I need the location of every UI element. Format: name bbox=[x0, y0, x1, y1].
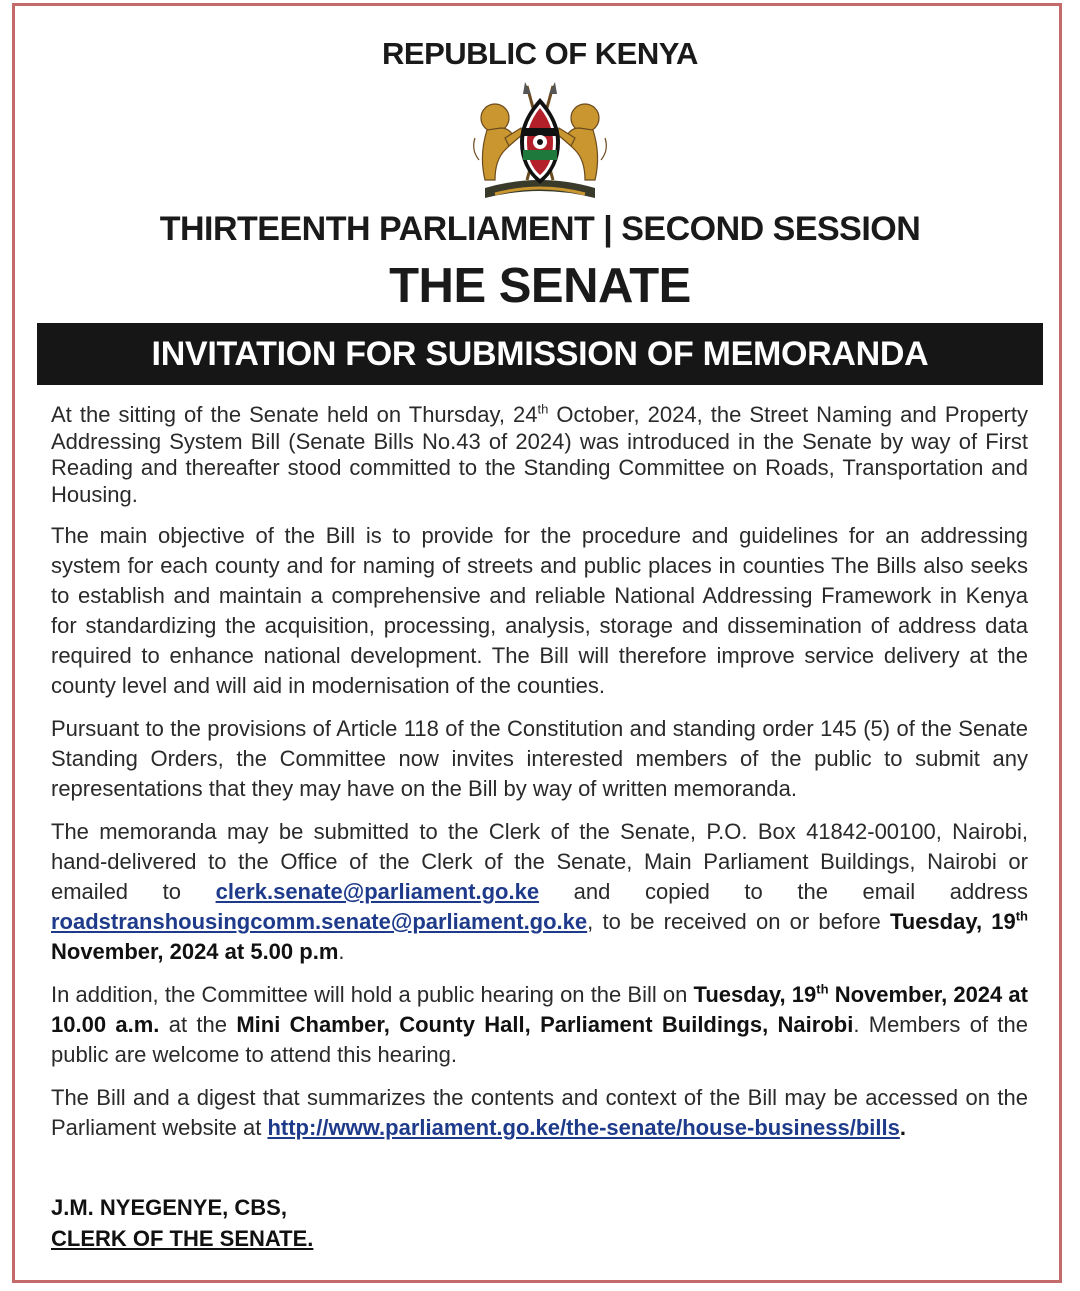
parliament-session-heading: THIRTEENTH PARLIAMENT | SECOND SESSION bbox=[159, 210, 921, 248]
paragraph-introduction: At the sitting of the Senate held on Thursday, 24th October, 2024, the Street Naming and Property Addressing System Bill (Senate Bills No.43 of 2024) was introduced in the Senate by way of First Reading and thereafter stood committed to the Standing Committee on Roads, Transportation and Housing. bbox=[51, 401, 1028, 507]
coat-of-arms-icon bbox=[465, 80, 615, 205]
signatory-name: J.M. NYEGENYE, CBS, bbox=[51, 1195, 287, 1220]
signature-block bbox=[51, 1192, 313, 1254]
committee-email-link[interactable]: roadstranshousingcomm.senate@parliament.go.ke bbox=[51, 909, 588, 934]
paragraph-objective: The main objective of the Bill is to provide for the procedure and guidelines for an addressing system for each county and for naming of streets and public places in counties The Bills also seeks to establish and maintain a comprehensive and reliable National Addressing Framework in Kenya for standardizing the acquisition, processing, analysis, storage and dissemination of address data required to enhance national development. The Bill will therefore improve service delivery at the county level and will aid in modernisation of the counties. bbox=[51, 523, 1028, 698]
signatory-title: CLERK OF THE SENATE. bbox=[51, 1226, 314, 1251]
hearing-date: Tuesday, 19th November, 2024 at 10.00 a.m. bbox=[51, 981, 1028, 1037]
submission-deadline: Tuesday, 19th November, 2024 at 5.00 p.m bbox=[51, 908, 1028, 964]
paragraph-public-hearing: In addition, the Committee will hold a public hearing on the Bill on Tuesday, 19th November, 2024 at 10.00 a.m. at the Mini Chamber, County Hall, Parliament Buildings, Nairobi. Members of the public are welcome to attend this hearing. bbox=[51, 981, 1029, 1067]
paragraph-submission: The memoranda may be submitted to the Clerk of the Senate, P.O. Box 41842-00100, Nairobi, hand-delivered to the Office of the Clerk of the Senate, Main Parliament Buildings, Nairobi or emailed to clerk.senate@parliament.go.ke and copied to the email address roadstranshousingcomm.senate@parliament.go.ke, to be received on or before Tuesday, 19th November, 2024 at 5.00 p.m. bbox=[51, 819, 1028, 964]
hearing-venue: Mini Chamber, County Hall, Parliament Buildings, Nairobi bbox=[236, 1012, 854, 1037]
senate-heading: THE SENATE bbox=[389, 259, 691, 313]
notice-body bbox=[51, 402, 1028, 1156]
invitation-banner: INVITATION FOR SUBMISSION OF MEMORANDA bbox=[37, 323, 1043, 385]
republic-heading: REPUBLIC OF KENYA bbox=[382, 36, 698, 71]
parliament-website-link[interactable]: http://www.parliament.go.ke/the-senate/house-business/bills bbox=[267, 1115, 900, 1140]
clerk-email-link[interactable]: clerk.senate@parliament.go.ke bbox=[215, 879, 540, 904]
paragraph-website: The Bill and a digest that summarizes the contents and context of the Bill may be accessed on the Parliament website at http://www.parliament.go.ke/the-senate/house-business/bills. bbox=[51, 1085, 1028, 1140]
paragraph-invitation: Pursuant to the provisions of Article 118 of the Constitution and standing order 145 (5) of the Senate Standing Orders, the Committee now invites interested members of the public to submit any representations that they may have on the Bill by way of written memoranda. bbox=[51, 716, 1028, 801]
